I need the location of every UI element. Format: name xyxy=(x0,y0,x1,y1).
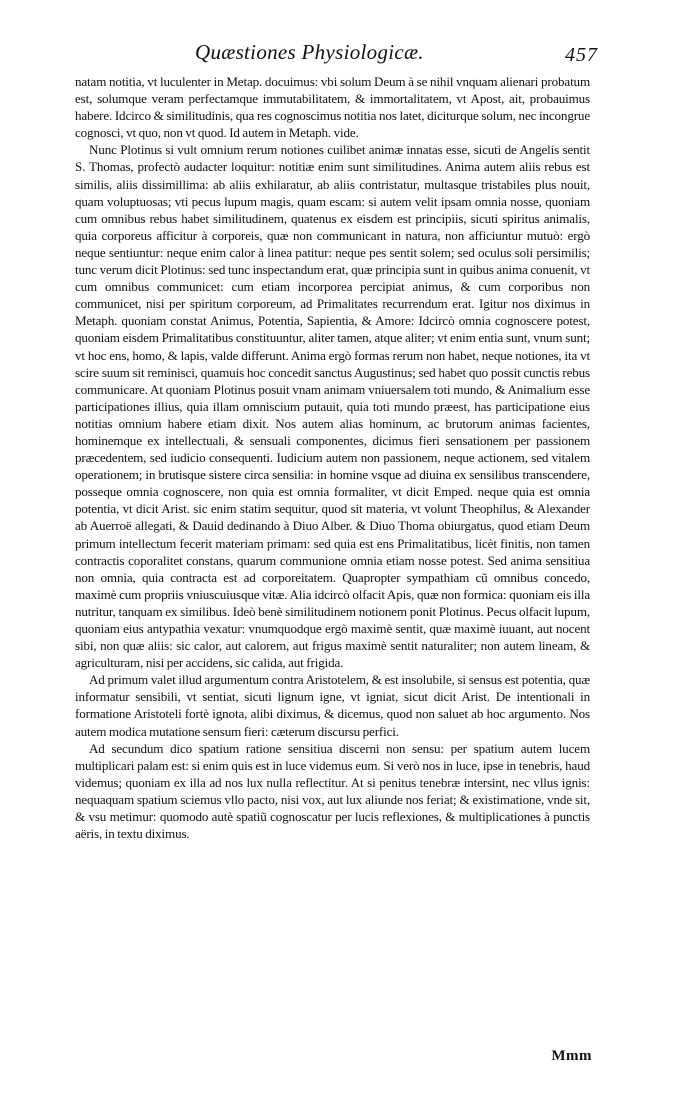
page-header xyxy=(0,40,680,74)
body-text xyxy=(75,73,590,842)
paragraph-plotinus: Nunc Plotinus si vult omnium rerum notiones cuilibet animæ innatas esse, sicuti de Angelis sentit S. Thomas, profectò audacter loquitur: notitiæ enim sunt similitudines. Anima autem aliis rebus est similis, aliis dissimillima: ab aliis exhilaratur, ab aliis contristatur, multasque tristabiles plus nouit, quam voluptuosas; vti pecus lupum magis, quam escam: si autem velit ipsam omnia nosse, quoniam cum omnibus rebus habet similitudinem, quatenus ex eisdem est principiis, sicuti spiritus animalis, quia corporeus afficitur à corporeis, quæ non communicant in natura, non afficiuntur mutuò: ergò neque sentiuntur: neque enim calor à linea patitur: neque pes sentit solem; sed oculus soli persimilis; tunc verum dicit Plotinus: sed tunc inspectandum erat, quæ principia sunt in quibus anima conuenit, vt cum omnibus communicet: cum etiam incorporea percipiat animus, & cum corporibus non communicet, nisi per spiritum corporeum, ad Primalitates recurrendum erat. Igitur nos diximus in Metaph. quoniam constat Animus, Potentia, Sapientia, & Amore: Idcircò omnia cognoscere potest, quoniam eisdem Primalitatibus constituuntur, aliter tamen, atque aliter; vt enim entia sunt, vnum sunt; vt hoc ens, homo, & lapis, valde differunt. Anima ergò formas rerum non habet, neque notiones, ita vt scire suum sit reminisci, quamuis hoc concedit sanctus Augustinus; sed habet quo possit cunctis rebus communicare. At quoniam Plotinus posuit vnam animam vniuersalem toti mundo, & Animalium esse participationes illius, quia illam omniscium putauit, quia toti mundo præest, has participatione eius notitias omnium habere etiam dixit. Nos autem alias hominum, ac brutorum animas facientes, hominemque ex intellectuali, & sensuali componentes, dicimus fieri sensationem per passionem præcedentem, sed iudicio consequenti. Iudicium autem non passionem, neque actionem, sed vitalem operationem; in brutisque sistere circa sensilia: in homine vsque ad diuina ex sensilibus transcendere, posseque omnia cognoscere, non quia est omnia formaliter, vt dicit Emped. neque quia est omnia potentia, vt dicit Arist. sic enim statim sequitur, quod sit materia, vt volunt Theophilus, & Alexander ab Auerroë allegati, & Dauid dedinando à Diuo Alber. & Diuo Thoma obiurgatus, quod etiam Deum primum intellectum fecerit materiam primam: sed quia est ens Primalitatibus, licèt finitis, non tamen contractis coporalitet constans, quarum communione omnia etiam nosse potest. Sed anima sensitiua non omnia, quia contracta est ad corporeitatem. Quapropter sympathiam cũ omnibus concedo, maximè cum propriis vniuscuiusque vitæ. Alia idcircò olfacit Apis, quæ non formica: quoniam eis illa nutritur, tanquam ex similibus. Ideò benè similitudinem notionem ponit Plotinus. Pecus olfacit lupum, quoniam eius antypathia vexatur: vnumquodque ergò maximè sentit, quæ maximè iuuant, aut nocent sibi, non quæ aliis: sic calor, aut calorem, aut frigus maximè sentit naturaliter; non autem lineam, & agriculturam, nisi per accidens, sic calida, aut frigida. xyxy=(75,142,590,671)
page-number: 457 xyxy=(565,44,598,66)
paragraph-continuation: natam notitia, vt luculenter in Metap. docuimus: vbi solum Deum à se nihil vnquam alienari probatum est, solumque veram perfectamque immutabilitatem, & immortalitatem, vt Apost, ait, probauimus habere. Idcirco & similitudinis, qua res cognoscimus notitia nos latet, diciturque solum, nec incongrue cognosci, vt quo, non vt quod. Id autem in Metaph. vide. xyxy=(75,74,590,141)
paragraph-ad-primum: Ad primum valet illud argumentum contra Aristotelem, & est insolubile, si sensus est potentia, quæ informatur sensibili, vt sentiat, sicuti lignum igne, vt igniat, sicut dicit Arist. De intentionali in formatione Aristoteli fortè ignota, alibi diximus, & dicemus, quod non saluet ab hoc argumento. Nos autem modica mutatione sensum fieri: cæterum discursu perfici. xyxy=(75,672,590,739)
catchword: Mmm xyxy=(551,1048,592,1064)
paragraph-ad-secundum: Ad secundum dico spatium ratione sensitiua discerni non sensu: per spatium autem lucem multiplicari palam est: si enim quis est in luce videmus eum. Si verò nos in luce, ipse in tenebris, haud videmus; quoniam ex illa ad nos lux nulla reflectitur. At si penitus tenebræ intersint, nec vllus ignis: nequaquam spatium sciemus vllo pacto, nisi vox, aut lux aliunde nos feriat; & existimatione, vnde sit, & vsu metimur: quomodo autè spatiũ cognoscatur per lucis reflexiones, & multiplicationes à punctis aëris, in textu diximus. xyxy=(75,740,590,842)
running-title: Quæstiones Physiologicæ. xyxy=(195,40,424,64)
